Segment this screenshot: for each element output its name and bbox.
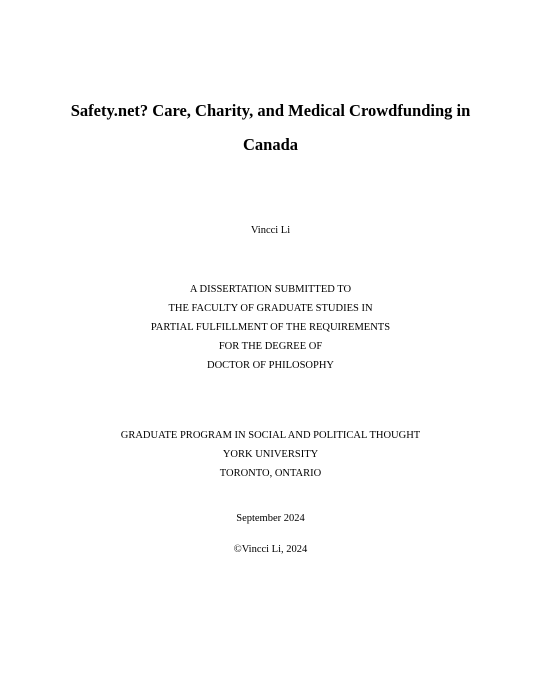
copyright-notice: ©Vincci Li, 2024 bbox=[233, 544, 308, 555]
submission-line: DOCTOR OF PHILOSOPHY bbox=[207, 360, 334, 371]
dissertation-title-line-2: Canada bbox=[242, 135, 299, 154]
submission-line: PARTIAL FULFILLMENT OF THE REQUIREMENTS bbox=[150, 322, 391, 333]
program-line: YORK UNIVERSITY bbox=[222, 449, 319, 460]
dissertation-title-line-1: Safety.net? Care, Charity, and Medical Crowdfunding in bbox=[70, 101, 471, 120]
program-line: TORONTO, ONTARIO bbox=[219, 468, 322, 479]
program-line: GRADUATE PROGRAM IN SOCIAL AND POLITICAL THOUGHT bbox=[120, 430, 421, 441]
submission-line: THE FACULTY OF GRADUATE STUDIES IN bbox=[168, 303, 373, 314]
submission-date: September 2024 bbox=[236, 513, 305, 524]
submission-line: FOR THE DEGREE OF bbox=[218, 341, 323, 352]
author-name: Vincci Li bbox=[250, 225, 291, 236]
submission-line: A DISSERTATION SUBMITTED TO bbox=[189, 284, 352, 295]
